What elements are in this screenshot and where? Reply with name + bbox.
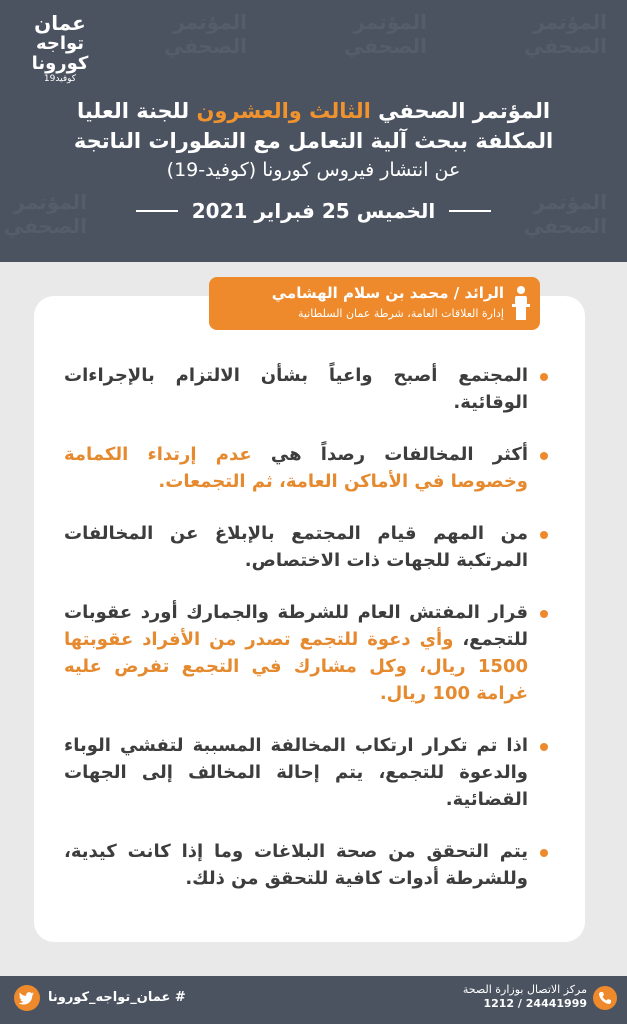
twitter-icon[interactable] [14, 985, 40, 1011]
phone-icon [593, 986, 617, 1010]
bullet-dot [540, 743, 548, 751]
logo-line: كورونا [31, 53, 89, 74]
logo-line: تواجه [35, 33, 85, 54]
watermark-text: المؤتمر الصحفي [523, 190, 607, 238]
logo-line: عمان [34, 11, 86, 35]
bullet-text: المجتمع أصبح واعياً بشأن الالتزام بالإجراءات الوقائية. [64, 365, 528, 413]
title-line-3: عن انتشار فيروس كورونا (كوفيد-19) [166, 159, 461, 181]
list-item [64, 732, 548, 813]
header-banner [0, 0, 627, 262]
watermark-text: المؤتمر الصحفي [3, 190, 87, 238]
speaker-name: الرائد / محمد بن سلام الهشامي [271, 284, 504, 302]
bullet-text: اذا تم تكرار ارتكاب المخالفة المسببة لتفشي الوباء والدعوة للتجمع، يتم إحالة المخالف إلى الجهات القضائية. [64, 735, 528, 810]
logo-line: كوفيد19 [43, 74, 77, 84]
list-item [64, 520, 548, 574]
bullet-highlight: وأي دعوة للتجمع تصدر من الأفراد عقوبتها 1500 ريال، وكل مشارك في التجمع تفرض عليه غرامة 100 ريال. [64, 629, 528, 704]
contact-numbers: 24441999 / 1212 [483, 997, 587, 1010]
bullet-dot [540, 452, 548, 460]
page-title [20, 96, 607, 184]
watermark-text: المؤتمر الصحفي [343, 10, 427, 58]
watermark-text: المؤتمر الصحفي [163, 10, 247, 58]
list-item [64, 441, 548, 495]
speaker-badge [209, 277, 540, 330]
bullet-text: أكثر المخالفات رصداً هي [270, 444, 528, 465]
title-text: المؤتمر الصحفي [378, 99, 551, 123]
date-line [0, 199, 627, 223]
conference-date: الخميس 25 فبراير 2021 [191, 199, 436, 223]
hashtag-text: # عمان_تواجه_كورونا [48, 990, 186, 1005]
bullet-dot [540, 531, 548, 539]
contact-info [463, 983, 587, 1011]
title-highlight: الثالث والعشرون [196, 99, 371, 123]
list-item [64, 838, 548, 892]
title-text: للجنة العليا [76, 99, 190, 123]
title-line-1 [20, 96, 607, 126]
bullet-text: من المهم قيام المجتمع بالإبلاغ عن المخالفات المرتكبة للجهات ذات الاختصاص. [64, 523, 528, 571]
bullet-dot [540, 849, 548, 857]
podium-speaker-icon [510, 285, 532, 321]
bullet-text: يتم التحقق من صحة البلاغات وما إذا كانت كيدية، وللشرطة أدوات كافية للتحقق من ذلك. [64, 841, 528, 889]
list-item [64, 599, 548, 707]
speaker-role: إدارة العلاقات العامة، شرطة عمان السلطانية [297, 307, 504, 320]
list-item [64, 362, 548, 416]
contact-label: مركز الاتصال بوزارة الصحة [462, 983, 587, 996]
bullet-dot [540, 373, 548, 381]
bullet-list [64, 362, 548, 917]
bullet-dot [540, 610, 548, 618]
title-line-2: المكلفة ببحث آلية التعامل مع التطورات الناتجة [73, 129, 554, 153]
divider [136, 210, 178, 212]
oman-covid-logo [12, 12, 108, 85]
watermark-text: المؤتمر الصحفي [523, 10, 607, 58]
footer-bar [0, 976, 627, 1024]
divider [449, 210, 491, 212]
bullet-highlight: عدم إرتداء الكمامة وخصوصا في الأماكن العامة، ثم التجمعات. [64, 444, 528, 492]
bullet-text: قرار المفتش العام للشرطة والجمارك أورد عقوبات للتجمع، [64, 602, 528, 650]
